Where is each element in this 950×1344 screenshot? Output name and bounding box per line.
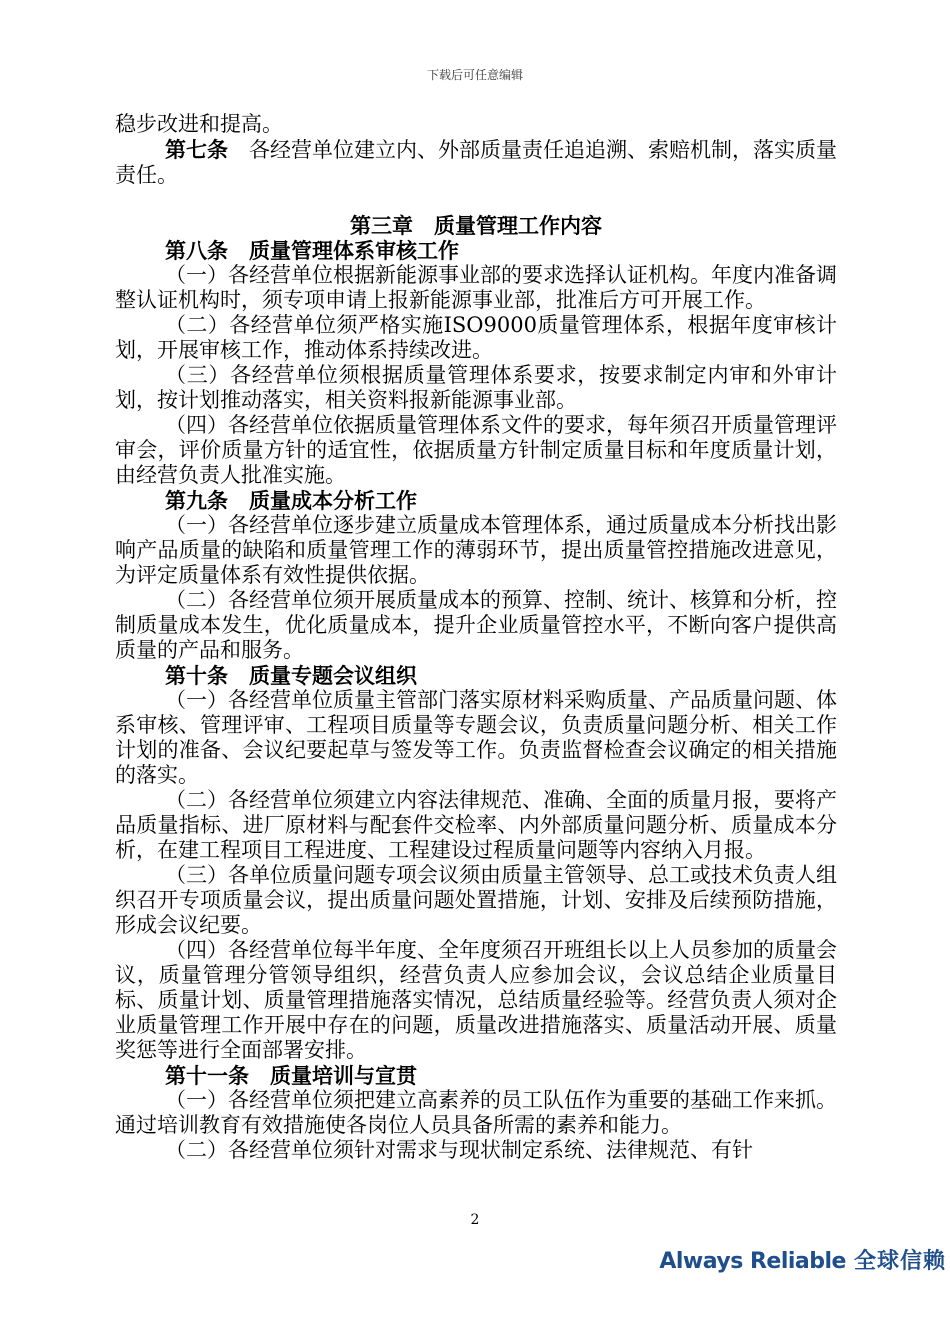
logo-chinese: 全球信赖 <box>853 1249 946 1274</box>
article-8-item-4: （四）各经营单位依据质量管理体系文件的要求，每年须召开质量管理评审会，评价质量方针的适宜性，依据质量方针制定质量目标和年度质量计划，由经营负责人批准实施。 <box>115 413 837 487</box>
article-8-item-3: （三）各经营单位须根据质量管理体系要求，按要求制定内审和外审计划，按计划推动落实，相关资料报新能源事业部。 <box>115 363 837 412</box>
article-11-item-1: （一）各经营单位须把建立高素养的员工队伍作为重要的基础工作来抓。通过培训教育有效措施使各岗位人员具备所需的素养和能力。 <box>115 1088 837 1137</box>
article-7-label: 第七条 <box>165 137 228 162</box>
logo-english: Always Reliable <box>659 1249 846 1274</box>
brand-logo <box>659 1244 946 1275</box>
chapter-title: 第三章 质量管理工作内容 <box>350 213 602 238</box>
document-body <box>115 112 837 1163</box>
article-8-item-2: （二）各经营单位须严格实施ISO9000质量管理体系，根据年度审核计划，开展审核工作，推动体系持续改进。 <box>115 313 837 362</box>
article-9-item-2: （二）各经营单位须开展质量成本的预算、控制、统计、核算和分析，控制质量成本发生，优化质量成本，提升企业质量管控水平，不断向客户提供高质量的产品和服务。 <box>115 588 837 662</box>
page-number: 2 <box>470 1212 480 1228</box>
article-10-item-2: （二）各经营单位须建立内容法律规范、准确、全面的质量月报，要将产品质量指标、进厂原材料与配套件交检率、内外部质量问题分析、质量成本分析，在建工程项目工程进度、工程建设过程质量问题等内容纳入月报。 <box>115 788 837 862</box>
article-9-heading: 第九条 质量成本分析工作 <box>165 488 417 513</box>
article-8-heading: 第八条 质量管理体系审核工作 <box>165 238 459 263</box>
page-header: 下载后可任意编辑 <box>426 68 523 82</box>
paragraph: 稳步改进和提高。 <box>115 112 283 136</box>
article-10-item-1: （一）各经营单位质量主管部门落实原材料采购质量、产品质量问题、体系审核、管理评审、工程项目质量等专题会议，负责质量问题分析、相关工作计划的准备、会议纪要起草与签发等工作。负责监督检查会议确定的相关措施的落实。 <box>115 688 837 787</box>
article-10-item-4: （四）各经营单位每半年度、全年度须召开班组长以上人员参加的质量会议，质量管理分管领导组织，经营负责人应参加会议，会议总结企业质量目标、质量计划、质量管理措施落实情况，总结质量经验等。经营负责人须对企业质量管理工作开展中存在的问题，质量改进措施落实、质量活动开展、质量奖惩等进行全面部署安排。 <box>115 938 837 1062</box>
article-9-item-1: （一）各经营单位逐步建立质量成本管理体系，通过质量成本分析找出影响产品质量的缺陷和质量管理工作的薄弱环节，提出质量管控措施改进意见，为评定质量体系有效性提供依据。 <box>115 513 837 587</box>
article-7 <box>115 137 837 188</box>
article-10-heading: 第十条 质量专题会议组织 <box>165 663 417 688</box>
article-7-text: 各经营单位建立内、外部质量责任追追溯、索赔机制，落实质量责任。 <box>115 138 837 187</box>
article-8-item-1: （一）各经营单位根据新能源事业部的要求选择认证机构。年度内准备调整认证机构时，须专项申请上报新能源事业部，批准后方可开展工作。 <box>115 263 837 312</box>
article-11-heading: 第十一条 质量培训与宣贯 <box>165 1063 417 1088</box>
article-11-item-2: （二）各经营单位须针对需求与现状制定系统、法律规范、有针 <box>165 1138 753 1162</box>
article-10-item-3: （三）各单位质量问题专项会议须由质量主管领导、总工或技术负责人组织召开专项质量会议，提出质量问题处置措施，计划、安排及后续预防措施，形成会议纪要。 <box>115 863 837 937</box>
